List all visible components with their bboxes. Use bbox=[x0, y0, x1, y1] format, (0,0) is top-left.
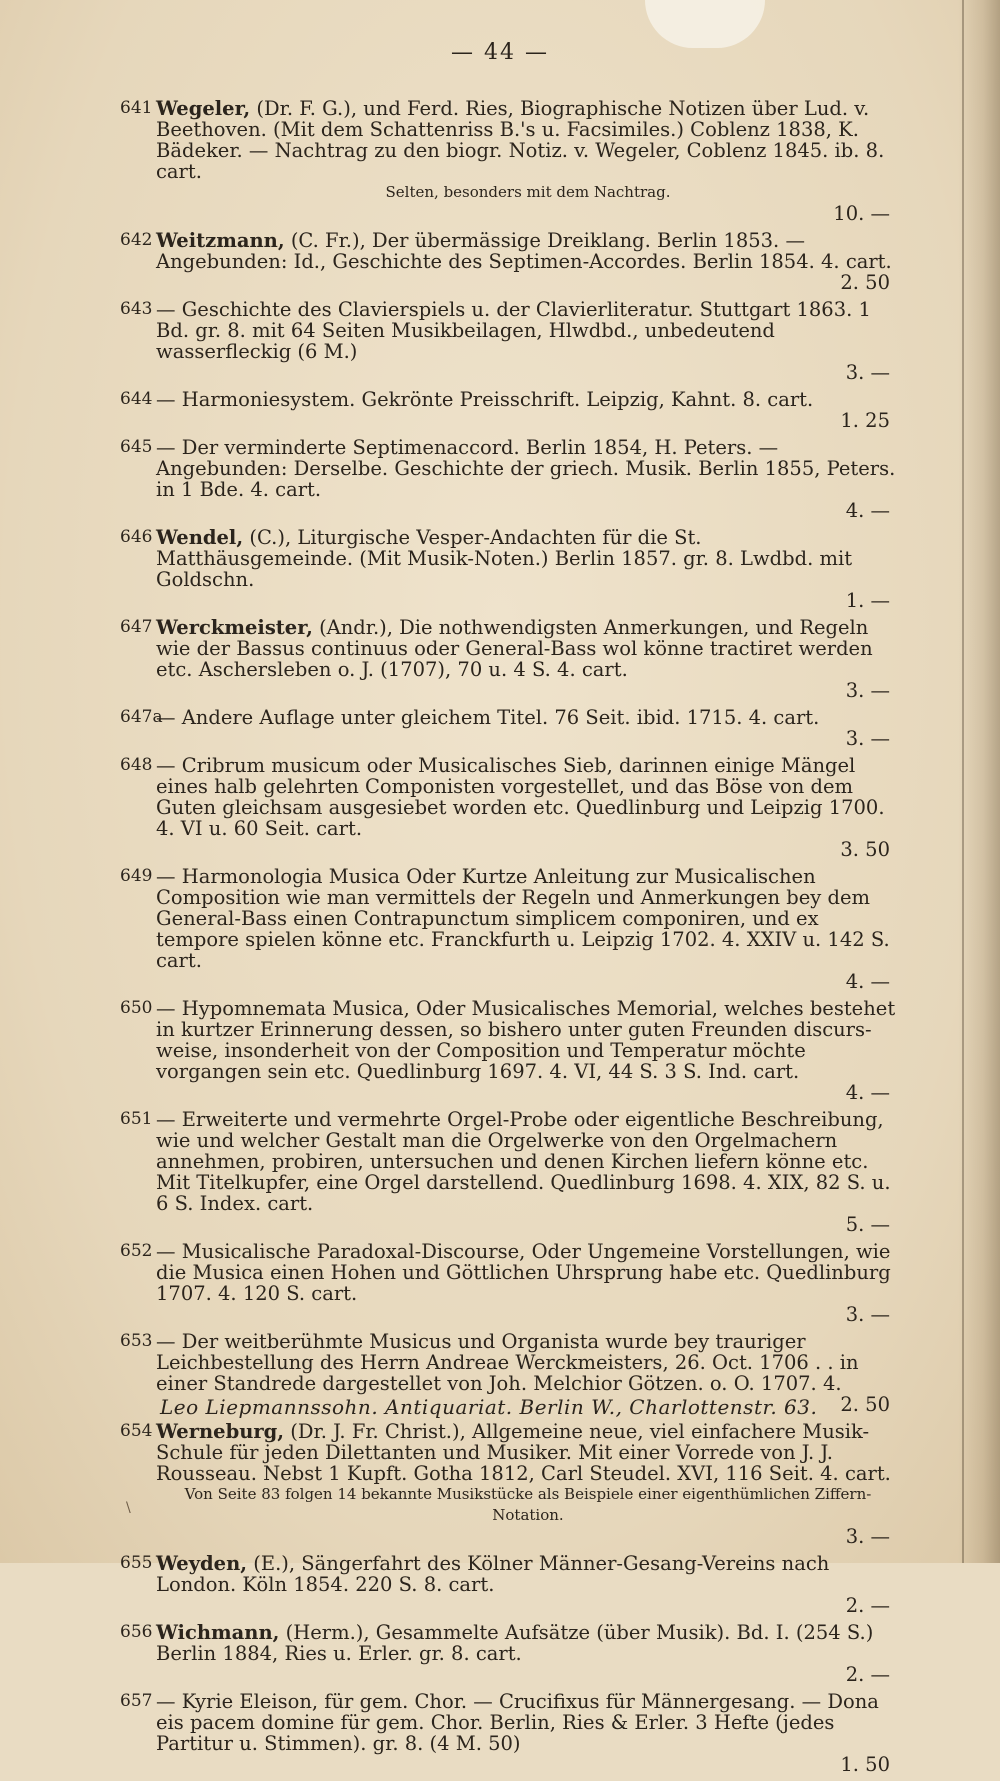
entry-number: 647 bbox=[120, 617, 153, 637]
entry-number: 652 bbox=[120, 1241, 153, 1261]
entry-number: 650 bbox=[120, 998, 153, 1018]
entry-price: 1. 50 bbox=[840, 1753, 890, 1776]
entry-author: Weyden, bbox=[156, 1552, 248, 1575]
entry-number: 643 bbox=[120, 299, 153, 319]
entry-text: — Harmoniesystem. Gekrönte Preisschrift. Leipzig, Kahnt. 8. cart. bbox=[156, 388, 814, 411]
entry-number: 649 bbox=[120, 866, 153, 886]
entry-text: — Der weitberühmte Musicus und Organista wurde bey trauriger Leichbestellung des Herrn Andreae Werckmeisters, 26. Oct. 1706 . . in einer Standrede dargestellet von Joh. Melchior Götzen. o. O. 1707. 4. bbox=[156, 1330, 859, 1395]
entry-number: 641 bbox=[120, 98, 153, 118]
catalog-entry bbox=[120, 707, 900, 749]
catalog-entry bbox=[120, 1691, 900, 1775]
entry-text: (E.), Sängerfahrt des Kölner Männer-Gesang-Vereins nach London. Köln 1854. 220 S. 8. cart. bbox=[156, 1552, 830, 1596]
catalog-entry bbox=[120, 755, 900, 860]
entry-author: Werneburg, bbox=[156, 1420, 285, 1443]
margin-mark: \ bbox=[126, 1500, 131, 1516]
entry-text: (C.), Liturgische Vesper-Andachten für die St. Matthäusgemeinde. (Mit Musik-Noten.) Berlin 1857. gr. 8. Lwdbd. mit Goldschn. bbox=[156, 526, 853, 591]
entry-text: (C. Fr.), Der übermässige Dreiklang. Berlin 1853. — Angebunden: Id., Geschichte des Septimen-Accordes. Berlin 1854. 4. cart. bbox=[156, 229, 892, 273]
entry-price: 3. — bbox=[845, 361, 890, 384]
catalog-entry bbox=[120, 866, 900, 992]
catalog-entry bbox=[120, 617, 900, 701]
entry-price: 2. 50 bbox=[840, 1393, 890, 1416]
entry-text: (Dr. F. G.), und Ferd. Ries, Biographische Notizen über Lud. v. Beethoven. (Mit dem Schattenriss B.'s u. Facsimiles.) Coblenz 1838, K. Bädeker. — Nachtrag zu den biogr. Notiz. v. Wegeler, Coblenz 1845. ib. 8. cart. bbox=[156, 97, 885, 183]
entry-text: — Hypomnemata Musica, Oder Musicalisches Memorial, welches bestehet in kurtzer Erinnerung dessen, so bishero unter guten Freunden discurs-weise, insonderheit von der Composition und Temperatur möchte vorgangen sein etc. Quedlinburg 1697. 4. VI, 44 S. 3 S. Ind. cart. bbox=[156, 997, 896, 1083]
entry-price: 3. — bbox=[845, 1525, 890, 1548]
entry-text: — Cribrum musicum oder Musicalisches Sieb, darinnen einige Mängel eines halb gelehrten Componisten vorgestellet, und das Böse von dem Guten gleichsam ausgesiebet worden etc. Quedlinburg und Leipzig 1700. 4. VI u. 60 Seit. cart. bbox=[156, 754, 885, 840]
entry-price: 2. — bbox=[845, 1663, 890, 1686]
catalog-entry bbox=[120, 527, 900, 611]
entry-note: Selten, besonders mit dem Nachtrag. bbox=[385, 183, 671, 201]
page-edge-shadow bbox=[958, 0, 1000, 1563]
entry-price: 3. — bbox=[845, 679, 890, 702]
entry-price: 2. — bbox=[845, 1594, 890, 1617]
entry-price: 2. 50 bbox=[840, 271, 890, 294]
entry-author: Wendel, bbox=[156, 526, 244, 549]
page-edge-line bbox=[962, 0, 964, 1563]
entry-author: Wichmann, bbox=[156, 1621, 280, 1644]
entry-text: (Herm.), Gesammelte Aufsätze (über Musik). Bd. I. (254 S.) Berlin 1884, Ries u. Erler. gr. 8. cart. bbox=[156, 1621, 874, 1665]
entry-number: 644 bbox=[120, 389, 153, 409]
entry-text: — Geschichte des Clavierspiels u. der Clavierliteratur. Stuttgart 1863. 1 Bd. gr. 8. mit 64 Seiten Musikbeilagen, Hlwdbd., unbedeutend wasserfleckig (6 M.) bbox=[156, 298, 871, 363]
catalog-entry bbox=[120, 1109, 900, 1235]
entry-number: 642 bbox=[120, 230, 153, 250]
entry-price: 4. — bbox=[845, 1081, 890, 1104]
entry-price: 1. 25 bbox=[840, 409, 890, 432]
entry-price: 4. — bbox=[845, 499, 890, 522]
entry-number: 647a bbox=[120, 707, 163, 727]
entry-number: 656 bbox=[120, 1622, 153, 1642]
entry-price: 5. — bbox=[845, 1213, 890, 1236]
entry-price: 3. — bbox=[845, 1303, 890, 1326]
catalog-entry bbox=[120, 299, 900, 383]
catalog-entry bbox=[120, 98, 900, 224]
entry-price: 3. 50 bbox=[840, 838, 890, 861]
publisher-footer: Leo Liepmannssohn. Antiquariat. Berlin W., Charlottenstr. 63. bbox=[160, 1395, 818, 1419]
entry-author: Weitzmann, bbox=[156, 229, 285, 252]
entry-number: 655 bbox=[120, 1553, 153, 1573]
entry-number: 646 bbox=[120, 527, 153, 547]
catalog-entry bbox=[120, 1622, 900, 1685]
entry-price: 4. — bbox=[845, 970, 890, 993]
catalog-entry bbox=[120, 998, 900, 1103]
entry-text: — Musicalische Paradoxal-Discourse, Oder Ungemeine Vorstellungen, wie die Musica einen Hohen und Göttlichen Uhrsprung habe etc. Quedlinburg 1707. 4. 120 S. cart. bbox=[156, 1240, 891, 1305]
entry-text: — Andere Auflage unter gleichem Titel. 76 Seit. ibid. 1715. 4. cart. bbox=[156, 706, 820, 729]
entry-text: — Der verminderte Septimenaccord. Berlin 1854, H. Peters. — Angebunden: Derselbe. Geschichte der griech. Musik. Berlin 1855, Peters. in 1 Bde. 4. cart. bbox=[156, 436, 896, 501]
entry-text: — Erweiterte und vermehrte Orgel-Probe oder eigentliche Beschreibung, wie und welcher Gestalt man die Orgelwerke von den Orgelmachern annehmen, probiren, untersuchen und denen Kirchen liefern könne etc. Mit Titelkupfer, eine Orgel darstellend. Quedlinburg 1698. 4. XIX, 82 S. u. 6 S. Index. cart. bbox=[156, 1108, 891, 1215]
page-number: — 44 — bbox=[451, 40, 549, 65]
catalog-entry bbox=[120, 1421, 900, 1547]
entry-text: (Andr.), Die nothwendigsten Anmerkungen, und Regeln wie der Bassus continuus oder General-Bass wol könne tractiret werden etc. Aschersleben o. J. (1707), 70 u. 4 S. 4. cart. bbox=[156, 616, 873, 681]
entry-price: 10. — bbox=[833, 202, 890, 225]
catalog-entries bbox=[120, 98, 900, 1781]
entry-author: Werckmeister, bbox=[156, 616, 313, 639]
catalog-entry bbox=[120, 1553, 900, 1616]
catalog-entry bbox=[120, 230, 900, 293]
entry-text: (Dr. J. Fr. Christ.), Allgemeine neue, viel einfachere Musik-Schule für jeden Dilettanten und Musiker. Mit einer Vorrede von J. J. Rousseau. Nebst 1 Kupft. Gotha 1812, Carl Steudel. XVI, 116 Seit. 4. cart. bbox=[156, 1420, 891, 1485]
catalog-entry bbox=[120, 437, 900, 521]
entry-price: 1. — bbox=[845, 589, 890, 612]
entry-text: — Harmonologia Musica Oder Kurtze Anleitung zur Musicalischen Composition wie man vermittels der Regeln und Anmerkungen bey dem General-Bass einen Contrapunctum simplicem componiren, und ex tempore spielen könne etc. Franckfurth u. Leipzig 1702. 4. XXIV u. 142 S. cart. bbox=[156, 865, 890, 972]
entry-price: 3. — bbox=[845, 727, 890, 750]
entry-text: — Kyrie Eleison, für gem. Chor. — Crucifixus für Männergesang. — Dona eis pacem domine für gem. Chor. Berlin, Ries & Erler. 3 Hefte (jedes Partitur u. Stimmen). gr. 8. (4 M. 50) bbox=[156, 1690, 879, 1755]
entry-number: 651 bbox=[120, 1109, 153, 1129]
catalog-entry bbox=[120, 1241, 900, 1325]
catalog-entry bbox=[120, 389, 900, 431]
entry-number: 653 bbox=[120, 1331, 153, 1351]
entry-note: Von Seite 83 folgen 14 bekannte Musikstücke als Beispiele einer eigenthümlichen Ziffern-Notation. bbox=[184, 1485, 872, 1524]
entry-number: 645 bbox=[120, 437, 153, 457]
entry-number: 654 bbox=[120, 1421, 153, 1441]
entry-number: 657 bbox=[120, 1691, 153, 1711]
entry-number: 648 bbox=[120, 755, 153, 775]
entry-author: Wegeler, bbox=[156, 97, 251, 120]
